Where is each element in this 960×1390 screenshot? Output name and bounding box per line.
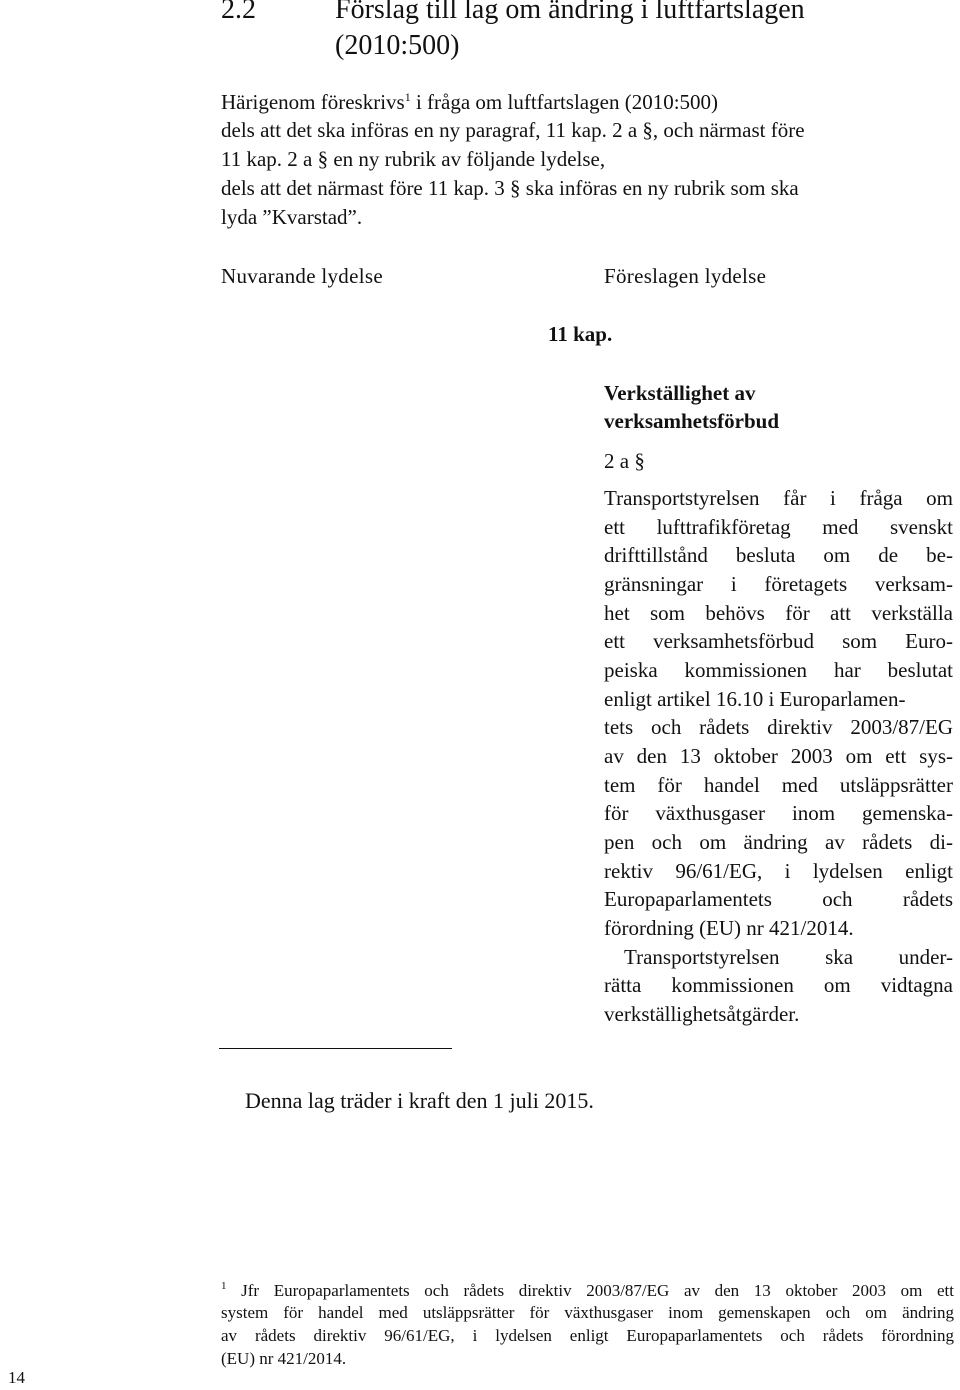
- proposed-text-line: Europaparlamentets och rådets: [604, 887, 953, 911]
- proposed-heading-line-1: Verkställighet av: [604, 381, 756, 405]
- proposed-text-line: rektiv 96/61/EG, i lydelsen enligt: [604, 859, 953, 883]
- footnote-reference[interactable]: 1: [404, 90, 411, 104]
- proposed-text-line: ett lufttrafikföretag med svenskt: [604, 515, 953, 539]
- intro-line-1-start: Härigenom föreskrivs: [221, 90, 405, 114]
- intro-line-1: [221, 90, 718, 115]
- section-title-line-2: (2010:500): [335, 30, 460, 61]
- footnote-line-1-text: Jfr Europaparlamentets och rådets direktiv 2003/87/EG av den 13 oktober 2003 om ett: [241, 1281, 954, 1300]
- proposed-text-line: Transportstyrelsen får i fråga om: [604, 486, 953, 510]
- proposed-text-line: verkställighetsåtgärder.: [604, 1002, 800, 1026]
- page-number: 14: [8, 1368, 25, 1387]
- intro-line-4: dels att det närmast före 11 kap. 3 § ska införas en ny rubrik som ska: [221, 176, 799, 200]
- proposed-wording-header: Föreslagen lydelse: [604, 264, 767, 288]
- proposed-text-line: Transportstyrelsen ska under-: [624, 945, 953, 969]
- proposed-text-line: pen och om ändring av rådets di-: [604, 830, 953, 854]
- entry-into-force: Denna lag träder i kraft den 1 juli 2015.: [245, 1088, 594, 1113]
- proposed-text-line: peiska kommissionen har beslutat: [604, 658, 953, 682]
- chapter-label: 11 kap.: [548, 322, 613, 346]
- section-number: 2.2: [221, 0, 256, 25]
- footnote-line: (EU) nr 421/2014.: [221, 1349, 347, 1368]
- proposed-text-line: ett verksamhetsförbud som Euro-: [604, 629, 953, 653]
- proposed-text-line: av den 13 oktober 2003 om ett sys-: [604, 744, 953, 768]
- proposed-text-line: drifttillstånd besluta om de be-: [604, 543, 953, 567]
- intro-line-3: 11 kap. 2 a § en ny rubrik av följande lydelse,: [221, 147, 606, 171]
- footnote-line: av rådets direktiv 96/61/EG, i lydelsen enligt Europaparlamentets och rådets förordning: [221, 1326, 954, 1345]
- intro-line-1-end: i fråga om luftfartslagen (2010:500): [410, 90, 719, 114]
- proposed-heading-line-2: verksamhetsförbud: [604, 409, 780, 433]
- section-title-line-1: Förslag till lag om ändring i luftfartslagen: [335, 0, 805, 25]
- proposed-text-line: rätta kommissionen om vidtagna: [604, 973, 953, 997]
- proposed-text-line: het som behövs för att verkställa: [604, 601, 953, 625]
- footnote-line: system för handel med utsläppsrätter för växthusgaser inom gemenskapen och om ändring: [221, 1303, 954, 1322]
- footnote-line: [221, 1280, 954, 1301]
- current-wording-header: Nuvarande lydelse: [221, 264, 383, 288]
- intro-line-2: dels att det ska införas en ny paragraf, 11 kap. 2 a §, och närmast före: [221, 118, 805, 142]
- proposed-text-line: tets och rådets direktiv 2003/87/EG: [604, 715, 953, 739]
- proposed-text-line: för växthusgaser inom gemenska-: [604, 801, 953, 825]
- footnote-marker: 1: [221, 1280, 227, 1292]
- intro-line-5: lyda ”Kvarstad”.: [221, 205, 363, 229]
- proposed-text-line: gränsningar i företagets verksam-: [604, 572, 953, 596]
- paragraph-label: 2 a §: [604, 449, 645, 473]
- separator-rule: [219, 1048, 452, 1049]
- proposed-text-line: tem för handel med utsläppsrätter: [604, 773, 953, 797]
- proposed-text-line: förordning (EU) nr 421/2014.: [604, 916, 854, 940]
- proposed-text-line: enligt artikel 16.10 i Europarlamen-: [604, 687, 906, 711]
